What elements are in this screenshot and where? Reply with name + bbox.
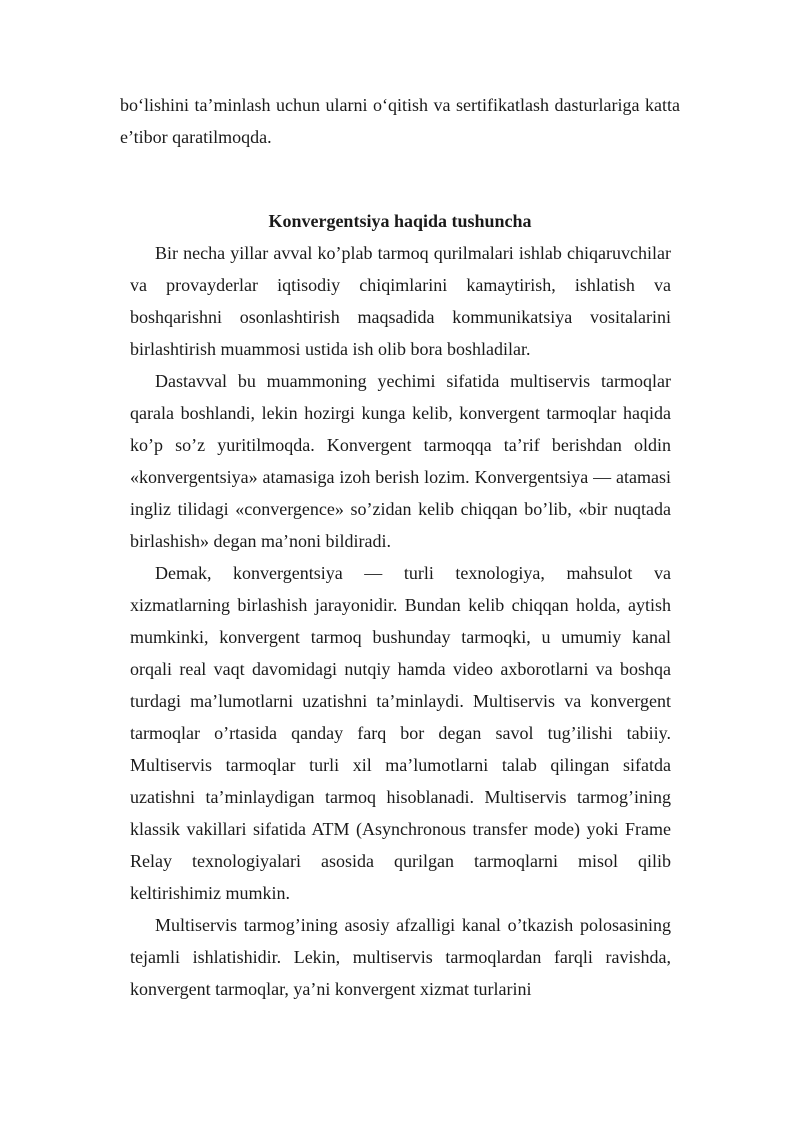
- paragraph-2: Dastavval bu muammoning yechimi sifatida multiservis tarmoqlar qarala boshlandi, lekin hozirgi kunga kelib, konvergent tarmoqlar haqida ko’p so’z yuritilmoqda. Konvergent tarmoqqa ta’rif berishdan oldin «konvergentsiya» atamasiga izoh berish lozim. Konvergentsiya — atamasi ingliz tilidagi «convergence» so’zidan kelib chiqqan bo’lib, «bir nuqtada birlashish» degan ma’noni bildiradi.: [130, 371, 671, 551]
- section-title: Konvergentsiya haqida tushuncha: [268, 211, 532, 231]
- paragraph-4: Multiservis tarmog’ining asosiy afzalligi kanal o’tkazish polosasining tejamli ishlatishidir. Lekin, multiservis tarmoqlardan farqli ravishda, konvergent tarmoqlar, ya’ni konvergent xizmat turlarini: [130, 915, 671, 999]
- lead-paragraph: bo‘lishini ta’minlash uchun ularni o‘qitish va sertifikatlash dasturlariga katta e’tibor qaratilmoqda.: [120, 95, 680, 147]
- section-body: [130, 237, 671, 1005]
- paragraph-1: Bir necha yillar avval ko’plab tarmoq qurilmalari ishlab chiqaruvchilar va provayderlar iqtisodiy chiqimlarini kamaytirish, ishlatish va boshqarishni osonlashtirish maqsadida kommunikatsiya vositalarini birlashtirish muammosi ustida ish olib bora boshladilar.: [130, 243, 671, 359]
- paragraph-3: Demak, konvergentsiya — turli texnologiya, mahsulot va xizmatlarning birlashish jarayonidir. Bundan kelib chiqqan holda, aytish mumkinki, konvergent tarmoq bushunday tarmoqki, u umumiy kanal orqali real vaqt davomidagi nutqiy hamda video axborotlarni va boshqa turdagi ma’lumotlarni uzatishni ta’minlaydi. Multiservis va konvergent tarmoqlar o’rtasida qanday farq bor degan savol tug’ilishi tabiiy. Multiservis tarmoqlar turli xil ma’lumotlarni talab qilingan sifatda uzatishni ta’minlaydigan tarmoq hisoblanadi. Multiservis tarmog’ining klassik vakillari sifatida ATM (Asynchronous transfer mode) yoki Frame Relay texnologiyalari asosida qurilgan tarmoqlarni misol qilib keltirishimiz mumkin.: [130, 563, 671, 903]
